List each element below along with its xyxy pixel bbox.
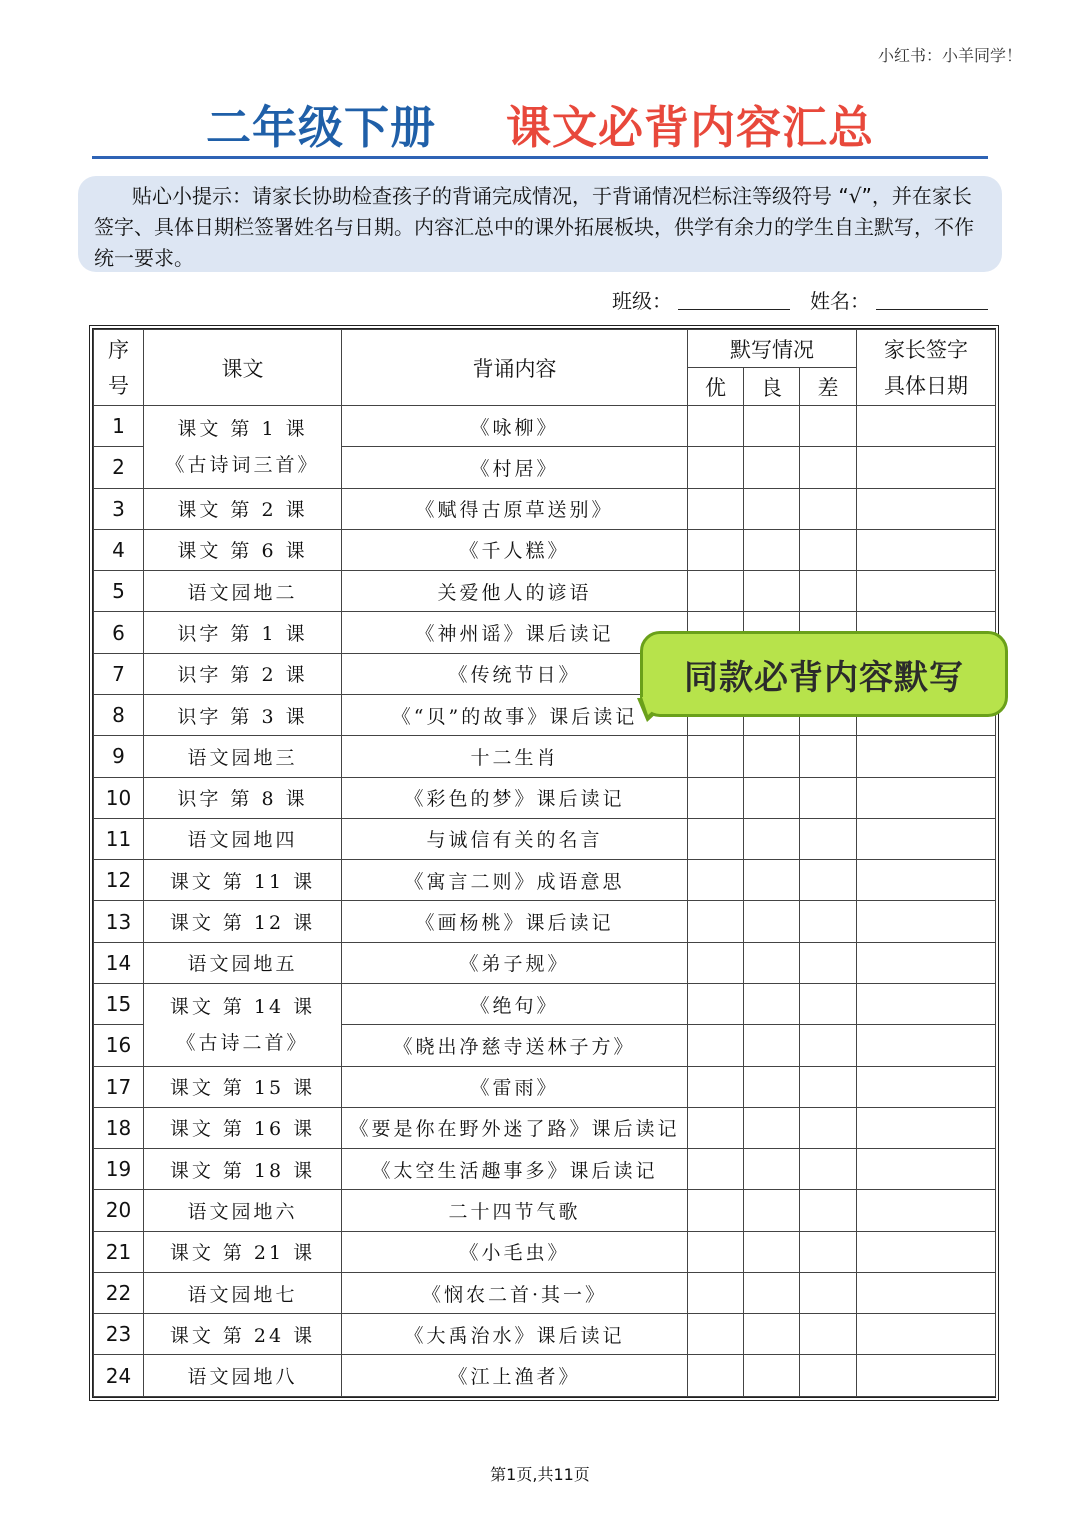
content-cell: 《传统节日》 [342,653,688,694]
table-row [94,529,996,570]
grade-good-cell[interactable] [688,1355,744,1397]
lesson-cell: 语文园地六 [144,1190,342,1231]
tip-box [78,176,1002,272]
header-content: 背诵内容 [342,330,688,406]
content-cell: 《江上渔者》 [342,1355,688,1397]
title-grade: 二年级下册 [205,101,436,154]
table-row [94,1149,996,1190]
title-topic: 课文必背内容汇总 [506,101,875,154]
content-cell: 《千人糕》 [342,529,688,570]
grade-fair-cell[interactable] [744,447,800,488]
parent-sign-cell[interactable] [857,736,996,777]
content-cell: 《画杨桃》课后读记 [342,901,688,942]
table-row [94,901,996,942]
grade-fair-cell[interactable] [744,818,800,859]
lesson-cell: 语文园地四 [144,818,342,859]
grade-poor-cell[interactable] [800,1066,857,1107]
parent-sign-cell[interactable] [857,571,996,612]
grade-good-cell[interactable] [688,736,744,777]
grade-fair-cell[interactable] [744,571,800,612]
grade-fair-cell[interactable] [744,983,800,1024]
parent-sign-cell[interactable] [857,1149,996,1190]
grade-poor-cell[interactable] [800,1272,857,1313]
grade-good-cell[interactable] [688,983,744,1024]
page-title [92,100,988,156]
name-field[interactable] [810,285,988,314]
lesson-cell: 语文园地七 [144,1272,342,1313]
content-cell: 《弟子规》 [342,942,688,983]
content-cell: 《赋得古原草送别》 [342,488,688,529]
grade-good-cell[interactable] [688,488,744,529]
header-dictation: 默写情况 [688,330,857,368]
row-number: 22 [94,1272,144,1313]
grade-good-cell[interactable] [688,818,744,859]
table-row [94,488,996,529]
recitation-table [89,325,999,1401]
content-cell: 《寓言二则》成语意思 [342,860,688,901]
content-cell: 《悯农二首·其一》 [342,1272,688,1313]
content-cell: 《村居》 [342,447,688,488]
grade-fair-cell[interactable] [744,1107,800,1148]
grade-poor-cell[interactable] [800,901,857,942]
parent-sign-cell[interactable] [857,447,996,488]
grade-poor-cell[interactable] [800,942,857,983]
page-footer: 第1页,共11页 [490,1465,590,1484]
row-number: 14 [94,942,144,983]
parent-sign-cell[interactable] [857,1066,996,1107]
table-row [94,1314,996,1355]
content-cell: 《雷雨》 [342,1066,688,1107]
grade-poor-cell[interactable] [800,983,857,1024]
grade-fair-cell[interactable] [744,1355,800,1397]
grade-poor-cell[interactable] [800,1314,857,1355]
grade-fair-cell[interactable] [744,1149,800,1190]
content-cell: 《神州谣》课后读记 [342,612,688,653]
grade-fair-cell[interactable] [744,1314,800,1355]
grade-good-cell[interactable] [688,571,744,612]
grade-good-cell[interactable] [688,1149,744,1190]
row-number: 24 [94,1355,144,1397]
grade-good-cell[interactable] [688,1107,744,1148]
parent-sign-cell[interactable] [857,1272,996,1313]
table-row [94,860,996,901]
grade-fair-cell[interactable] [744,777,800,818]
header-grade-poor: 差 [800,368,857,406]
grade-poor-cell[interactable] [800,1190,857,1231]
table-row [94,1190,996,1231]
lesson-cell: 识字 第 3 课 [144,694,342,735]
grade-poor-cell[interactable] [800,406,857,447]
grade-poor-cell[interactable] [800,818,857,859]
row-number: 10 [94,777,144,818]
lesson-cell: 课文 第 21 课 [144,1231,342,1272]
row-number: 20 [94,1190,144,1231]
parent-sign-cell[interactable] [857,818,996,859]
content-cell: 关爱他人的谚语 [342,571,688,612]
content-cell: 十二生肖 [342,736,688,777]
parent-sign-cell[interactable] [857,529,996,570]
lesson-cell: 语文园地八 [144,1355,342,1397]
content-cell: 《太空生活趣事多》课后读记 [342,1149,688,1190]
grade-fair-cell[interactable] [744,736,800,777]
callout-tail-fill [642,697,668,715]
header-lesson: 课文 [144,330,342,406]
row-number: 6 [94,612,144,653]
row-number: 7 [94,653,144,694]
grade-poor-cell[interactable] [800,1025,857,1066]
content-cell: 《要是你在野外迷了路》课后读记 [342,1107,688,1148]
grade-fair-cell[interactable] [744,901,800,942]
grade-poor-cell[interactable] [800,488,857,529]
row-number: 2 [94,447,144,488]
class-label: 班级： [612,289,672,313]
content-cell: 《“贝”的故事》课后读记 [342,694,688,735]
header-grade-fair: 良 [744,368,800,406]
grade-fair-cell[interactable] [744,1272,800,1313]
header-grade-good: 优 [688,368,744,406]
lesson-cell: 课文 第 6 课 [144,529,342,570]
parent-sign-cell[interactable] [857,1107,996,1148]
lesson-cell: 课文 第 24 课 [144,1314,342,1355]
grade-good-cell[interactable] [688,529,744,570]
parent-sign-cell[interactable] [857,1025,996,1066]
header-parent: 家长签字 具体日期 [857,330,996,406]
grade-poor-cell[interactable] [800,777,857,818]
lesson-cell: 识字 第 8 课 [144,777,342,818]
grade-good-cell[interactable] [688,1231,744,1272]
grade-poor-cell[interactable] [800,529,857,570]
name-blank[interactable] [876,289,988,310]
grade-poor-cell[interactable] [800,571,857,612]
row-number: 17 [94,1066,144,1107]
table-row [94,818,996,859]
grade-fair-cell[interactable] [744,860,800,901]
row-number: 13 [94,901,144,942]
grade-good-cell[interactable] [688,1025,744,1066]
lesson-cell: 语文园地三 [144,736,342,777]
parent-sign-cell[interactable] [857,1355,996,1397]
content-cell: 二十四节气歌 [342,1190,688,1231]
grade-fair-cell[interactable] [744,1231,800,1272]
table-row [94,1272,996,1313]
row-number: 1 [94,406,144,447]
tip-text: 贴心小提示：请家长协助检查孩子的背诵完成情况，于背诵情况栏标注等级符号 “√”，并在家长签字、具体日期栏签署姓名与日期。内容汇总中的课外拓展板块，供学有余力的学生自主默写，不作统一要求。 [94,184,974,270]
parent-sign-cell[interactable] [857,777,996,818]
grade-good-cell[interactable] [688,1314,744,1355]
grade-poor-cell[interactable] [800,1355,857,1397]
parent-sign-cell[interactable] [857,488,996,529]
parent-sign-cell[interactable] [857,1314,996,1355]
table-row [94,942,996,983]
content-cell: 《咏柳》 [342,406,688,447]
grade-fair-cell[interactable] [744,1066,800,1107]
grade-good-cell[interactable] [688,942,744,983]
lesson-cell: 识字 第 2 课 [144,653,342,694]
class-field[interactable] [612,285,790,314]
grade-good-cell[interactable] [688,1190,744,1231]
table-row [94,571,996,612]
watermark: 小红书：小羊同学！ [877,46,1022,65]
grade-good-cell[interactable] [688,860,744,901]
table-row [94,406,996,447]
row-number: 5 [94,571,144,612]
grade-good-cell[interactable] [688,1272,744,1313]
parent-sign-cell[interactable] [857,983,996,1024]
grade-fair-cell[interactable] [744,406,800,447]
content-cell: 《绝句》 [342,983,688,1024]
parent-sign-cell[interactable] [857,406,996,447]
grade-fair-cell[interactable] [744,942,800,983]
lesson-cell: 课文 第 1 课 《古诗词三首》 [144,406,342,489]
parent-sign-cell[interactable] [857,901,996,942]
parent-sign-cell[interactable] [857,1190,996,1231]
lesson-cell: 课文 第 16 课 [144,1107,342,1148]
row-number: 8 [94,694,144,735]
lesson-cell: 课文 第 15 课 [144,1066,342,1107]
grade-good-cell[interactable] [688,406,744,447]
lesson-cell: 课文 第 11 课 [144,860,342,901]
row-number: 15 [94,983,144,1024]
grade-good-cell[interactable] [688,777,744,818]
table-row [94,1231,996,1272]
grade-good-cell[interactable] [688,447,744,488]
parent-sign-cell[interactable] [857,1231,996,1272]
table-row [94,983,996,1024]
title-underline [92,156,988,159]
grade-poor-cell[interactable] [800,1107,857,1148]
table-row [94,736,996,777]
row-number: 19 [94,1149,144,1190]
row-number: 12 [94,860,144,901]
grade-poor-cell[interactable] [800,1149,857,1190]
lesson-cell: 课文 第 18 课 [144,1149,342,1190]
callout-badge: 同款必背内容默写 [640,631,1008,717]
row-number: 3 [94,488,144,529]
row-number: 23 [94,1314,144,1355]
row-number: 18 [94,1107,144,1148]
grade-fair-cell[interactable] [744,488,800,529]
table-row [94,1355,996,1397]
grade-poor-cell[interactable] [800,860,857,901]
grade-poor-cell[interactable] [800,736,857,777]
content-cell: 与诚信有关的名言 [342,818,688,859]
row-number: 21 [94,1231,144,1272]
grade-good-cell[interactable] [688,1066,744,1107]
parent-sign-cell[interactable] [857,860,996,901]
table-row [94,777,996,818]
grade-fair-cell[interactable] [744,1190,800,1231]
content-cell: 《彩色的梦》课后读记 [342,777,688,818]
content-cell: 《大禹治水》课后读记 [342,1314,688,1355]
row-number: 9 [94,736,144,777]
lesson-cell: 课文 第 2 课 [144,488,342,529]
row-number: 16 [94,1025,144,1066]
grade-good-cell[interactable] [688,901,744,942]
table-row [94,1066,996,1107]
class-blank[interactable] [678,289,790,310]
content-cell: 《小毛虫》 [342,1231,688,1272]
parent-sign-cell[interactable] [857,942,996,983]
table-row [94,1107,996,1148]
name-label: 姓名： [810,289,870,313]
lesson-cell: 课文 第 14 课 《古诗二首》 [144,983,342,1066]
lesson-cell: 语文园地二 [144,571,342,612]
grade-fair-cell[interactable] [744,529,800,570]
header-seq: 序 号 [94,330,144,406]
grade-fair-cell[interactable] [744,1025,800,1066]
content-cell: 《晓出净慈寺送林子方》 [342,1025,688,1066]
grade-poor-cell[interactable] [800,1231,857,1272]
lesson-cell: 语文园地五 [144,942,342,983]
row-number: 11 [94,818,144,859]
lesson-cell: 识字 第 1 课 [144,612,342,653]
lesson-cell: 课文 第 12 课 [144,901,342,942]
grade-poor-cell[interactable] [800,447,857,488]
row-number: 4 [94,529,144,570]
